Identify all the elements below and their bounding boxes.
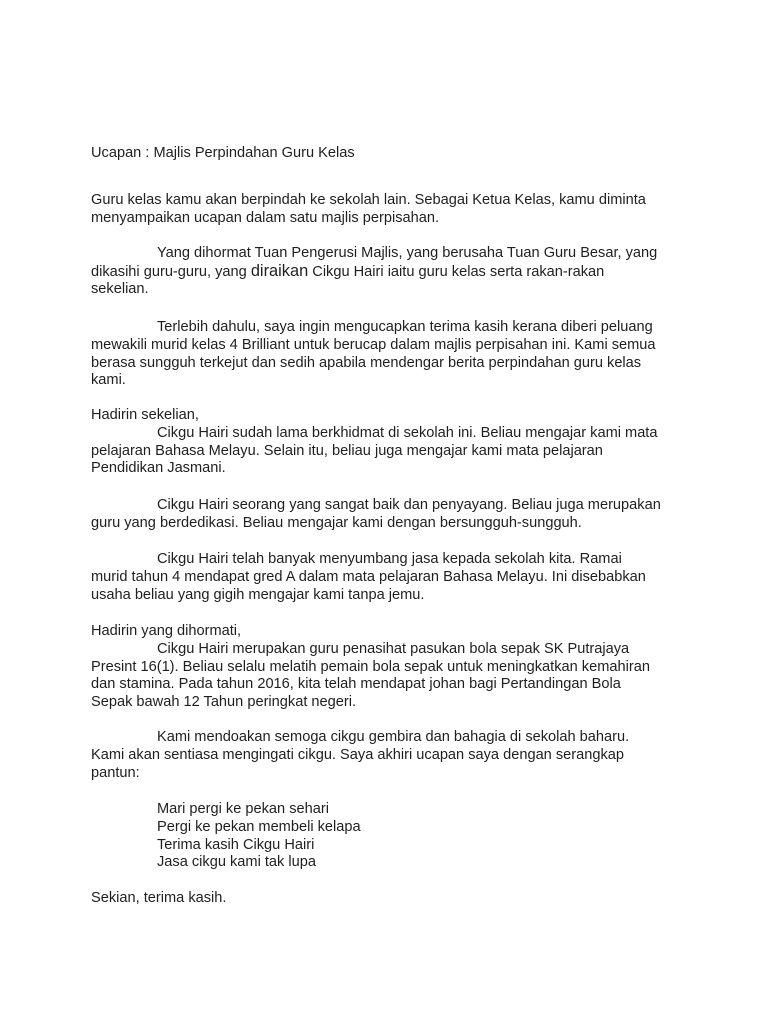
pantun-line: Jasa cikgu kami tak lupa [157, 854, 316, 871]
pantun-line: Terima kasih Cikgu Hairi [157, 836, 315, 853]
pantun-verse [157, 801, 361, 872]
service-paragraph [91, 407, 691, 478]
character-line: guru yang berdedikasi. Beliau mengajar kami dengan bersungguh-sungguh. [91, 514, 582, 531]
wishes-line: Kami akan sentiasa mengingati cikgu. Saya akhiri ucapan saya dengan serangkap [91, 746, 625, 763]
contribution-paragraph [91, 551, 691, 604]
wishes-paragraph [91, 729, 691, 782]
football-line: Sepak bawah 12 Tahun peringkat negeri. [91, 694, 357, 711]
character-line: Cikgu Hairi seorang yang sangat baik dan penyayang. Beliau juga merupakan [157, 497, 661, 513]
greeting-emphasis: diraikan [250, 261, 309, 280]
football-line: Presint 16(1). Beliau selalu melatih pemain bola sepak untuk meningkatkan kemahiran [91, 658, 650, 675]
contribution-line: Cikgu Hairi telah banyak menyumbang jasa kepada sekolah kita. Ramai [157, 551, 622, 567]
contribution-line: usaha beliau yang gigih mengajar kami tanpa jemu. [91, 586, 425, 603]
pantun-line: Pergi ke pekan membeli kelapa [157, 818, 361, 835]
contribution-line: murid tahun 4 mendapat gred A dalam mata pelajaran Bahasa Melayu. Ini disebabkan [91, 568, 646, 585]
football-line: Cikgu Hairi merupakan guru penasihat pasukan bola sepak SK Putrajaya [157, 640, 630, 657]
document-page [91, 0, 691, 1024]
service-line: pelajaran Bahasa Melayu. Selain itu, beliau juga mengajar kami mata pelajaran [91, 442, 603, 459]
greeting-paragraph [91, 245, 691, 298]
thanks-line: mewakili murid kelas 4 Brilliant untuk berucap dalam majlis perpisahan ini. Kami semua [91, 336, 656, 353]
service-line: Pendidikan Jasmani. [91, 460, 226, 477]
football-line: dan stamina. Pada tahun 2016, kita telah mendapat johan bagi Pertandingan Bola [91, 676, 621, 693]
character-paragraph [91, 497, 691, 533]
football-paragraph [91, 623, 691, 712]
thanks-line: Terlebih dahulu, saya ingin mengucapkan terima kasih kerana diberi peluang [157, 319, 653, 335]
greeting-line: Yang dihormat Tuan Pengerusi Majlis, yang berusaha Tuan Guru Besar, yang [157, 245, 658, 261]
wishes-line: Kami mendoakan semoga cikgu gembira dan bahagia di sekolah baharu. [157, 729, 630, 745]
document-title: Ucapan : Majlis Perpindahan Guru Kelas [91, 145, 355, 161]
thanks-paragraph [91, 319, 691, 390]
salutation: Hadirin yang dihormati, [91, 623, 242, 639]
thanks-line: kami. [91, 372, 126, 389]
pantun-line: Mari pergi ke pekan sehari [157, 801, 329, 817]
greeting-line: sekelian. [91, 280, 149, 297]
greeting-text: Cikgu Hairi iaitu guru kelas serta rakan-rakan [308, 263, 605, 280]
thanks-line: berasa sungguh terkejut dan sedih apabila mendengar berita perpindahan guru kelas [91, 354, 642, 371]
intro-paragraph [91, 192, 691, 228]
greeting-line [91, 263, 691, 281]
intro-line: Guru kelas kamu akan berpindah ke sekolah lain. Sebagai Ketua Kelas, kamu diminta [91, 192, 646, 208]
wishes-line: pantun: [91, 764, 140, 781]
salutation: Hadirin sekelian, [91, 407, 199, 423]
greeting-text: dikasihi guru-guru, yang [91, 263, 251, 280]
service-line: Cikgu Hairi sudah lama berkhidmat di sekolah ini. Beliau mengajar kami mata [157, 424, 658, 441]
closing-paragraph [91, 890, 691, 908]
closing-line: Sekian, terima kasih. [91, 890, 227, 906]
intro-line: menyampaikan ucapan dalam satu majlis perpisahan. [91, 209, 440, 226]
